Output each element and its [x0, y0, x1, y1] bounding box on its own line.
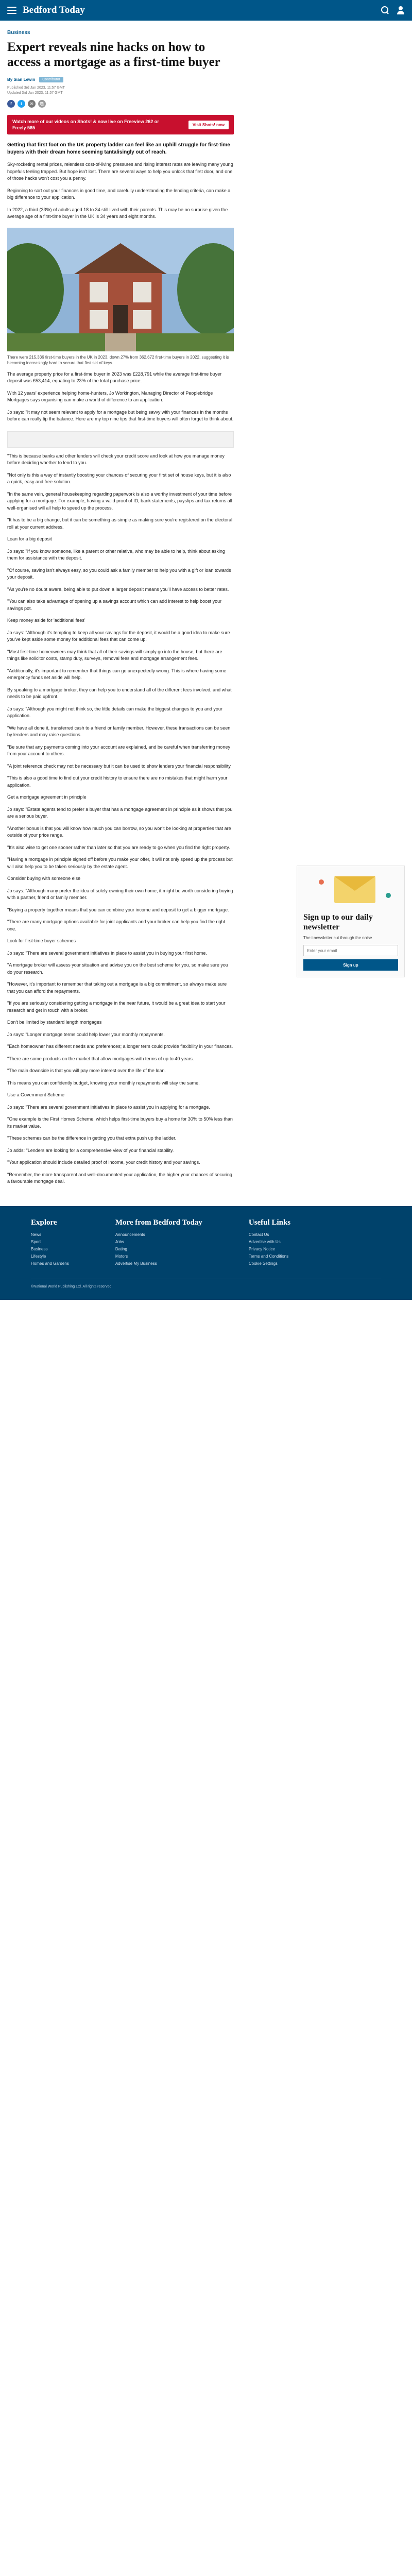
footer-copyright: ©National World Publishing Ltd. All rights reserved.	[31, 1279, 381, 1290]
article-paragraph: "A joint reference check may not be necessary but it can be used to show lenders your financial responsibility.	[7, 763, 232, 769]
decor-dot-icon	[386, 893, 391, 898]
user-account-icon[interactable]	[397, 6, 405, 14]
footer-column-title: More from Bedford Today	[115, 1218, 202, 1227]
sidebar	[297, 21, 405, 1185]
article-paragraph: Jo says: "If you know someone, like a parent or other relative, who may be able to help, think about asking them for assistance with the deposit.	[7, 548, 225, 561]
article-paragraph: The average property price for a first-time buyer in 2023 was £228,791 while the average first-time buyer deposit was £53,414, equating to 23% of the total purchase price.	[7, 371, 222, 383]
footer-column	[249, 1218, 290, 1267]
footer-link[interactable]: Contact Us	[248, 1232, 269, 1237]
newsletter-illustration	[303, 872, 398, 908]
newsletter-signup-button[interactable]: Sign up	[303, 959, 398, 971]
article-paragraph: Jo says: "Estate agents tend to prefer a buyer that has a mortgage agreement in principle as it shows that you are a serious buyer.	[7, 806, 233, 819]
article-paragraph: Jo says: "There are several government initiatives in place to assist you in applying for a mortgage.	[7, 1104, 210, 1110]
footer-columns	[31, 1218, 381, 1267]
footer-link[interactable]: Dating	[115, 1246, 127, 1251]
article-paragraph: "There are some products on the market that allow mortgages with terms of up to 40 years.	[7, 1056, 194, 1061]
twitter-share-icon[interactable]: t	[18, 100, 25, 108]
article-paragraph: "You can also take advantage of opening up a savings account which can add interest to help boost your savings pot.	[7, 599, 222, 611]
article-hero-image	[7, 228, 234, 351]
article-paragraph: "We have all done it, transferred cash to a friend or family member. However, these transactions can be seen by lenders and may raise questions.	[7, 725, 231, 737]
footer-link[interactable]: Announcements	[115, 1232, 145, 1237]
image-caption: There were 215,336 first-time buyers in the UK in 2023, down 27% from 362,672 first-time buyers in 2022, suggesting it is becoming increasingly hard to secure that first set of keys.	[7, 354, 229, 365]
article-paragraph: Look for first-time buyer schemes	[7, 938, 76, 943]
footer-link[interactable]: Business	[31, 1246, 48, 1251]
footer-column	[115, 1218, 202, 1267]
article-paragraph: Jo adds: "Lenders are looking for a comprehensive view of your financial stability.	[7, 1147, 174, 1153]
published-date: Published 3rd Jan 2023, 11:57 GMT	[7, 86, 65, 90]
article-paragraph: "Another bonus is that you will know how much you can borrow, so you won't be looking at properties that are outside of your price range.	[7, 825, 231, 838]
article-paragraph: Jo says: "Although it's tempting to keep all your savings for the deposit, it would be a good idea to make sure you've kept aside some money for additional fees that can come up.	[7, 630, 230, 642]
article-paragraph: "There are many mortgage options available for joint applicants and your broker can help you find the right one.	[7, 919, 225, 931]
article-paragraph: With 12 years' experience helping home-hunters, Jo Workington, Managing Director of Peoplebridge Mortgages says organising can make a world of difference to an application.	[7, 390, 213, 402]
article-paragraph: "Most first-time homeowners may think that all of their savings will simply go into the house, but there are things like solicitor costs, stamp duty, surveys, removal fees and mortgage arrangement fees.	[7, 649, 222, 661]
article-paragraph: "Not only is this a way of instantly boosting your chances of securing your first set of house keys, but it is also a quick, easy and free solution.	[7, 472, 231, 484]
article-paragraph: Use a Government Scheme	[7, 1092, 65, 1097]
share-buttons	[7, 100, 234, 108]
article-paragraph: Don't be limited by standard length mortgages	[7, 1020, 102, 1025]
video-promo-banner[interactable]	[7, 115, 234, 134]
footer-link[interactable]: Cookie Settings	[248, 1261, 278, 1266]
newsletter-email-input[interactable]	[303, 945, 398, 956]
footer-link[interactable]: News	[31, 1232, 42, 1237]
article-headline: Expert reveals nine hacks on how to access a mortgage as a first-time buyer	[7, 40, 220, 69]
footer-link[interactable]: Advertise My Business	[115, 1261, 157, 1266]
article-paragraph: "However, it's important to remember that taking out a mortgage is a big commitment, so always make sure that you can afford the repayments.	[7, 981, 227, 994]
updated-date: Updated 3rd Jan 2023, 11:57 GMT	[7, 91, 63, 95]
article-paragraph: "Remember, the more transparent and well-documented your application, the higher your chances of securing a favourable mortgage deal.	[7, 1172, 232, 1184]
article-paragraph: Keep money aside for 'additional fees'	[7, 618, 85, 623]
house-photo-illustration	[7, 228, 234, 351]
article-paragraph: Consider buying with someone else	[7, 876, 81, 881]
article-paragraph: Loan for a big deposit	[7, 536, 52, 541]
promo-cta-button[interactable]: Visit Shots! now	[188, 121, 229, 129]
article-standfirst: Getting that first foot on the UK property ladder can feel like an uphill struggle for first-time buyers with their dream home seeming tantalisingly out of reach.	[7, 142, 230, 155]
advertisement-slot	[7, 431, 234, 448]
site-footer	[0, 1206, 412, 1300]
author-role-badge: Contributor	[39, 77, 63, 82]
header-actions	[381, 6, 405, 14]
article-paragraph: Jo says: "Longer mortgage terms could help lower your monthly repayments.	[7, 1031, 165, 1037]
article-paragraph: "Having a mortgage in principle signed off before you make your offer, it will not only speed up the process but will also help you to be taken seriously by the estate agent.	[7, 857, 233, 869]
article-paragraph: This means you can confidently budget, knowing your monthly repayments will stay the same.	[7, 1080, 200, 1086]
promo-text: Watch more of our videos on Shots! & now live on Freeview 262 or Freely 565	[12, 119, 159, 130]
article-paragraph: "A mortgage broker will assess your situation and advise you on the best scheme for you, so make sure you do your research.	[7, 962, 228, 975]
page-layout	[0, 21, 412, 1185]
article-paragraph: By speaking to a mortgage broker, they can help you to understand all of the different fees involved, and what needs to be paid upfront.	[7, 687, 232, 699]
article-paragraph: Jo says: "Although many prefer the idea of solely owning their own home, it might be worth considering buying with a partner, friend or family member.	[7, 888, 233, 900]
facebook-share-icon[interactable]: f	[7, 100, 15, 108]
byline	[7, 77, 234, 82]
envelope-icon	[334, 876, 375, 903]
article-paragraph: "In the same vein, general housekeeping regarding paperwork is also a worthy investment of your time before applying for a mortgage. For example, having a valid proof of ID, bank statements, payslips and tax returns all well-organised will all help to speed up the process.	[7, 491, 232, 511]
article-body	[7, 371, 234, 423]
newsletter-title: Sign up to our daily newsletter	[303, 913, 373, 931]
newsletter-description: The i newsletter cut through the noise	[303, 936, 372, 940]
footer-column	[31, 1218, 69, 1267]
menu-icon[interactable]	[7, 7, 16, 14]
newsletter-signup	[297, 866, 405, 977]
article-paragraph: Get a mortgage agreement in principle	[7, 794, 87, 800]
article-paragraph: "Be sure that any payments coming into your account are explained, and be careful when transferring money from your account to others.	[7, 744, 230, 756]
article-dates	[7, 86, 234, 96]
advertisement-box[interactable]	[7, 431, 234, 448]
footer-column-title: Explore	[31, 1218, 57, 1227]
article-paragraph: "As you're no doubt aware, being able to put down a larger deposit means you'll have access to better rates.	[7, 586, 229, 592]
author-name[interactable]: By Sian Lewin	[7, 77, 36, 82]
article-paragraph: "It's also wise to get one sooner rather than later so that you are ready to go when you find the right property.	[7, 844, 230, 850]
article-paragraph: "This is because banks and other lenders will check your credit score and look at how you manage money before deciding whether to lend to you.	[7, 453, 225, 465]
article-paragraph: "Additionally, it's important to remember that things can go unexpectedly wrong. This is where having some emergency funds set aside will help.	[7, 668, 227, 680]
footer-link[interactable]: Lifestyle	[31, 1253, 46, 1259]
footer-link[interactable]: Jobs	[115, 1239, 124, 1244]
article-intro	[7, 161, 234, 221]
footer-link[interactable]: Terms and Conditions	[248, 1253, 289, 1259]
footer-link[interactable]: Homes and Gardens	[31, 1261, 69, 1266]
article-main	[7, 21, 234, 1185]
site-logo[interactable]: Bedford Today	[23, 5, 85, 15]
article-paragraph: Beginning to sort out your finances in good time, and carefully understanding the lending criteria, can make a big difference to your application.	[7, 188, 231, 200]
article-paragraph: Jo says: "There are several government initiatives in place to assist you in buying your first home.	[7, 950, 207, 956]
footer-column-title: Useful Links	[248, 1218, 291, 1227]
copy-link-icon[interactable]: ⎘	[38, 100, 46, 108]
article-tips	[7, 453, 234, 1185]
footer-link[interactable]: Advertise with Us	[248, 1239, 281, 1244]
footer-link[interactable]: Sport	[31, 1239, 41, 1244]
article-paragraph: "Each homeowner has different needs and preferences; a longer term could provide flexibility in your finances.	[7, 1044, 233, 1049]
article-paragraph: Jo says: "It may not seem relevant to apply for a mortgage but being savvy with your finances in the months before can really tip the balance. Here are my top nine tips that first-time buyers will often forget to think about.	[7, 409, 234, 421]
email-share-icon[interactable]: ✉	[28, 100, 36, 108]
article-paragraph: "Of course, saving isn't always easy, so you could ask a family member to help you with a gift or loan towards your deposit.	[7, 567, 231, 580]
article-paragraph: "If you are seriously considering getting a mortgage in the near future, it would be a great idea to start your research and get in touch with a broker.	[7, 1001, 226, 1013]
article-paragraph: In 2022, a third (33%) of adults aged 18 to 34 still lived with their parents. This may be no surprise given the average age of a first-time buyer in the UK is 34 years and eight months.	[7, 207, 228, 219]
article-paragraph: "This is also a good time to find out your credit history to ensure there are no mistakes that might harm your application.	[7, 775, 228, 788]
article-paragraph: "One example is the First Homes Scheme, which helps first-time buyers buy a home for 30% to 50% less than its market value.	[7, 1116, 233, 1129]
site-header	[0, 0, 412, 21]
footer-link[interactable]: Privacy Notice	[248, 1246, 275, 1251]
article-paragraph: "It has to be a big change, but it can be something as simple as making sure you're registered on the electoral roll at your current address.	[7, 517, 233, 530]
footer-link[interactable]: Motors	[115, 1253, 128, 1259]
article-paragraph: "The main downside is that you will pay more interest over the life of the loan.	[7, 1068, 166, 1073]
article-paragraph: Sky-rocketing rental prices, relentless cost-of-living pressures and rising interest rates are leaving many young hopefuls feeling trapped. But hope isn't lost. There are several ways to help you unlock that first door, and one of those hacks won't cost you a penny.	[7, 162, 233, 181]
article-paragraph: "Your application should include detailed proof of income, your credit history and your savings.	[7, 1160, 200, 1165]
search-icon[interactable]	[381, 6, 389, 14]
article-paragraph: Jo says: "Although you might not think so, the little details can make the biggest changes to you and your application.	[7, 706, 222, 718]
article-paragraph: "Buying a property together means that you can combine your income and deposit to get a bigger mortgage.	[7, 907, 229, 912]
article-category-link[interactable]: Business	[7, 30, 30, 36]
article-paragraph: "These schemes can be the difference in getting you that extra push up the ladder.	[7, 1136, 177, 1141]
decor-dot-icon	[319, 879, 324, 885]
